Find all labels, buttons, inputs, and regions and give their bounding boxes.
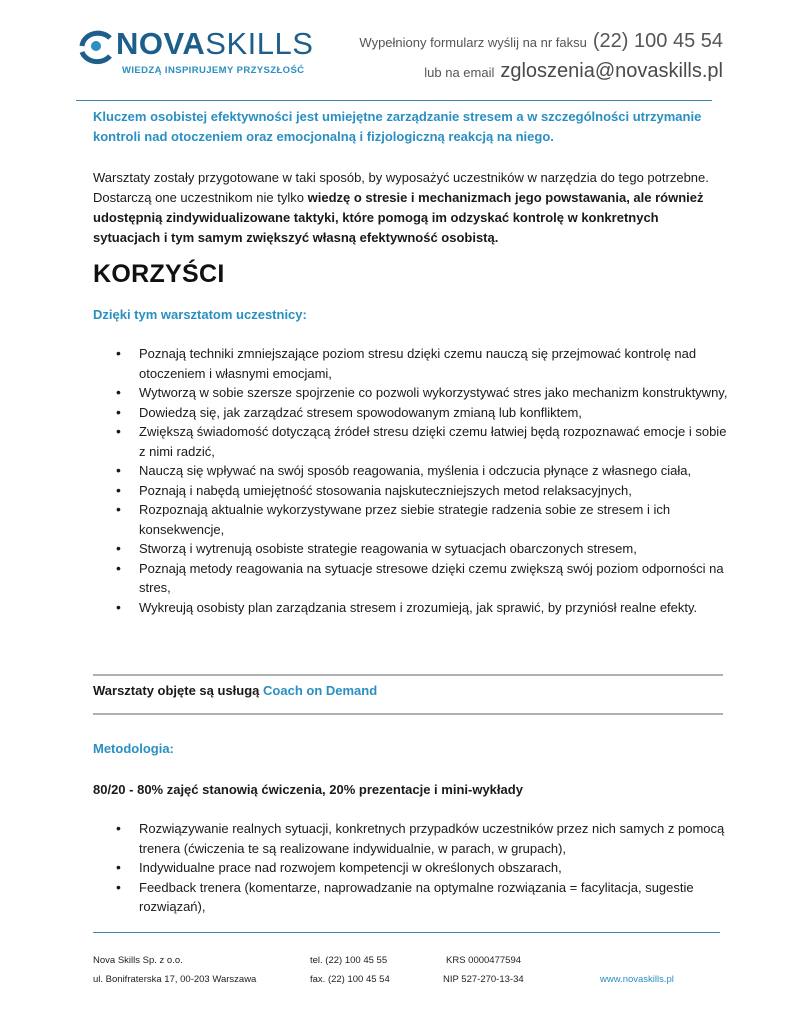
footer-divider: [93, 932, 720, 933]
footer-krs: KRS 0000477594: [446, 955, 522, 966]
benefit-list-item: • Wykreują osobisty plan zarządzania stresem i zrozumieją, jak sprawić, by przyniósł realne efekty.: [93, 598, 733, 618]
methodology-list-item: • Rozwiązywanie realnych sytuacji, konkretnych przypadków uczestników przez nich samych z pomocą trenera (ćwiczenia te są realizowane indywidualnie, w parach, w grupach),: [93, 819, 733, 858]
methodology-list: [93, 819, 733, 917]
methodology-list-item: • Indywidualne prace nad rozwojem kompetencji w określonych obszarach,: [93, 858, 733, 878]
benefit-list-item: • Poznają i nabędą umiejętność stosowania najskuteczniejszych metod relaksacyjnych,: [93, 481, 733, 501]
benefit-list-item: • Zwiększą świadomość dotyczącą źródeł stresu dzięki czemu łatwiej będą rozpoznawać emocje i sobie z nimi radzić,: [93, 422, 733, 461]
footer-address: ul. Bonifraterska 17, 00-203 Warszawa: [93, 974, 257, 985]
logo-text-bold: NOVA: [116, 26, 206, 61]
email-line: [424, 60, 723, 83]
logo-tagline: WIEDZĄ INSPIRUJEMY PRZYSZŁOŚĆ: [122, 65, 305, 76]
benefit-list-item: • Wytworzą w sobie szersze spojrzenie co pozwoli wykorzystywać stres jako mechanizm konstruktywny,: [93, 383, 733, 403]
fax-prompt: Wypełniony formularz wyślij na nr faksu: [359, 35, 587, 50]
benefit-list-item: • Stworzą i wytrenują osobiste strategie reagowania w sytuacjach obarczonych stresem,: [93, 539, 733, 559]
email-prompt: lub na email: [424, 65, 495, 80]
footer-website-link[interactable]: www.novaskills.pl: [600, 974, 674, 985]
footer-tel: tel. (22) 100 45 55: [310, 955, 388, 966]
intro-paragraph-text: Warsztaty zostały przygotowane w taki sposób, by wyposażyć uczestników w narzędzia do tego potrzebne. Dostarczą one uczestnikom nie tylko: [93, 170, 709, 205]
coach-service-link[interactable]: Coach on Demand: [263, 683, 378, 698]
footer-fax: fax. (22) 100 45 54: [310, 974, 390, 985]
benefit-list-item: • Nauczą się wpływać na swój sposób reagowania, myślenia i odczucia płynące z własnego ciała,: [93, 461, 733, 481]
benefit-list-item: • Rozpoznają aktualnie wykorzystywane przez siebie strategie radzenia sobie ze stresem i ich konsekwencje,: [93, 500, 733, 539]
footer-company: Nova Skills Sp. z o.o.: [93, 955, 183, 966]
methodology-list-item: • Feedback trenera (komentarze, naprowadzanie na optymalne rozwiązania = facylitacja, sugestie rozwiązań),: [93, 878, 733, 917]
fax-number: (22) 100 45 54: [592, 30, 723, 52]
section-divider-top: [93, 674, 723, 676]
benefit-list-item: • Poznają techniki zmniejszające poziom stresu dzięki czemu nauczą się przejmować kontrolę nad otoczeniem i własnymi emocjami,: [93, 344, 733, 383]
benefit-list-item: • Poznają metody reagowania na sytuacje stresowe dzięki czemu zwiększą swój poziom odporności na stres,: [93, 559, 733, 598]
benefit-list-item: • Dowiedzą się, jak zarządzać stresem spowodowanym zmianą lub konfliktem,: [93, 403, 733, 423]
footer-nip: NIP 527-270-13-34: [443, 974, 524, 985]
intro-paragraph: [93, 168, 725, 248]
coach-prefix: Warsztaty objęte są usługą: [93, 683, 260, 698]
benefits-list: [93, 344, 733, 617]
logo-text-light: SKILLS: [205, 26, 314, 61]
header-divider: [76, 100, 712, 101]
email-link[interactable]: zgloszenia@novaskills.pl: [500, 60, 723, 82]
coach-line: [93, 681, 377, 701]
logo-wordmark: [116, 26, 313, 62]
intro-lead: Kluczem osobistej efektywności jest umiejętne zarządzanie stresem a w szczególności utrzymanie kontroli nad otoczeniem oraz emocjonalną i fizjologiczną reakcją na niego.: [93, 109, 702, 144]
methodology-ratio: 80/20 - 80% zajęć stanowią ćwiczenia, 20% prezentacje i mini-wykłady: [93, 782, 523, 797]
benefits-title: KORZYŚCI: [93, 260, 225, 288]
section-divider-bottom: [93, 713, 723, 715]
benefits-subtitle: Dzięki tym warsztatom uczestnicy:: [93, 307, 307, 322]
fax-line: [359, 30, 723, 53]
methodology-title: Metodologia:: [93, 741, 174, 756]
intro-paragraph-bold: wiedzę o stresie i mechanizmach jego powstawania, ale również udostępnią zindywidualizowane taktyki, które pomogą im odzyskać kontrolę w konkretnych sytuacjach i tym samym zwiększyć własną efektywność osobistą.: [93, 190, 704, 245]
